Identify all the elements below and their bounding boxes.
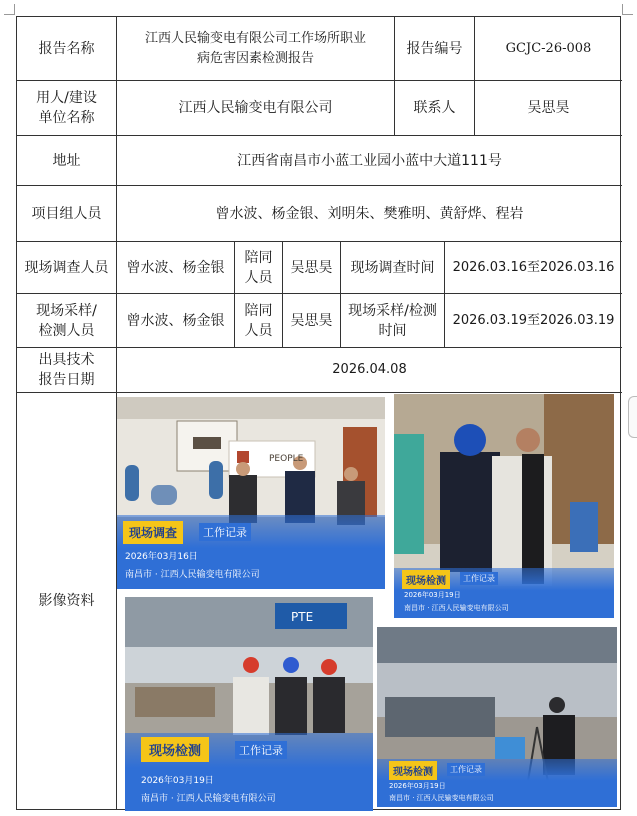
label-project-team: 项目组人员 (17, 186, 117, 242)
stamp-title: 现场检测 (141, 737, 209, 762)
stamp-title: 现场检测 (389, 761, 437, 780)
photo-site-survey-stamp (117, 515, 385, 589)
label-sampling-escort: 陪同 人员 (235, 294, 283, 348)
stamp-subtitle: 工作记录 (460, 572, 498, 585)
stamp-title: 现场调查 (123, 521, 183, 544)
photo-field-detection-1 (394, 394, 614, 618)
corner-mark-left (4, 4, 15, 15)
corner-mark-right (622, 4, 633, 15)
survey-staff: 曾水波、杨金银 (117, 242, 235, 294)
stamp-date: 2026年03月19日 (404, 591, 461, 599)
survey-escort: 吴思昊 (283, 242, 341, 294)
label-image-materials: 影像资料 (17, 393, 117, 809)
photo-site-survey-sign: PEOPLE (269, 454, 304, 464)
photo-field-detection-3 (377, 627, 617, 807)
stamp-title: 现场检测 (402, 570, 450, 589)
sampling-staff: 曾水波、杨金银 (117, 294, 235, 348)
photo-field-detection-2-stamp (125, 733, 373, 811)
stamp-subtitle: 工作记录 (447, 763, 485, 776)
stamp-location: 南昌市 · 江西人民输变电有限公司 (125, 570, 260, 580)
unit-name: 江西人民输变电有限公司 (117, 81, 395, 136)
label-survey-escort: 陪同 人员 (235, 242, 283, 294)
label-contact: 联系人 (395, 81, 475, 136)
stamp-subtitle: 工作记录 (199, 523, 251, 541)
report-name: 江西人民输变电有限公司工作场所职业 病危害因素检测报告 (117, 17, 395, 81)
stamp-location: 南昌市 · 江西人民输变电有限公司 (141, 794, 276, 804)
photo-field-detection-1-stamp (394, 568, 614, 618)
label-survey-staff: 现场调查人员 (17, 242, 117, 294)
label-report-number: 报告编号 (395, 17, 475, 81)
contact-person: 吴思昊 (475, 81, 622, 136)
photo-site-survey (117, 397, 385, 589)
stamp-date: 2026年03月19日 (389, 782, 446, 790)
photo-field-detection-2-sign: PTE (291, 610, 314, 624)
label-issue-date: 出具技术 报告日期 (17, 348, 117, 393)
label-survey-time: 现场调查时间 (341, 242, 445, 294)
stamp-date: 2026年03月16日 (125, 552, 198, 562)
stamp-subtitle: 工作记录 (235, 741, 287, 759)
address: 江西省南昌市小蓝工业园小蓝中大道111号 (117, 136, 622, 186)
label-unit-name: 用人/建设 单位名称 (17, 81, 117, 136)
label-sampling-staff: 现场采样/ 检测人员 (17, 294, 117, 348)
survey-time: 2026.03.16至2026.03.16 (445, 242, 622, 294)
photo-field-detection-3-stamp (377, 759, 617, 807)
issue-date: 2026.04.08 (117, 348, 622, 393)
photo-field-detection-2 (125, 597, 373, 811)
report-number: GCJC-26-008 (475, 17, 622, 81)
sampling-escort: 吴思昊 (283, 294, 341, 348)
stamp-location: 南昌市 · 江西人民输变电有限公司 (389, 794, 494, 802)
project-team: 曾水波、杨金银、刘明朱、樊雅明、黄舒烨、程岩 (117, 186, 622, 242)
stamp-location: 南昌市 · 江西人民输变电有限公司 (404, 604, 509, 612)
report-cover-table (16, 16, 621, 810)
stamp-date: 2026年03月19日 (141, 776, 214, 786)
sampling-time: 2026.03.19至2026.03.19 (445, 294, 622, 348)
label-report-name: 报告名称 (17, 17, 117, 81)
side-scroll-tab[interactable] (628, 396, 637, 438)
label-sampling-time: 现场采样/检测 时间 (341, 294, 445, 348)
label-address: 地址 (17, 136, 117, 186)
